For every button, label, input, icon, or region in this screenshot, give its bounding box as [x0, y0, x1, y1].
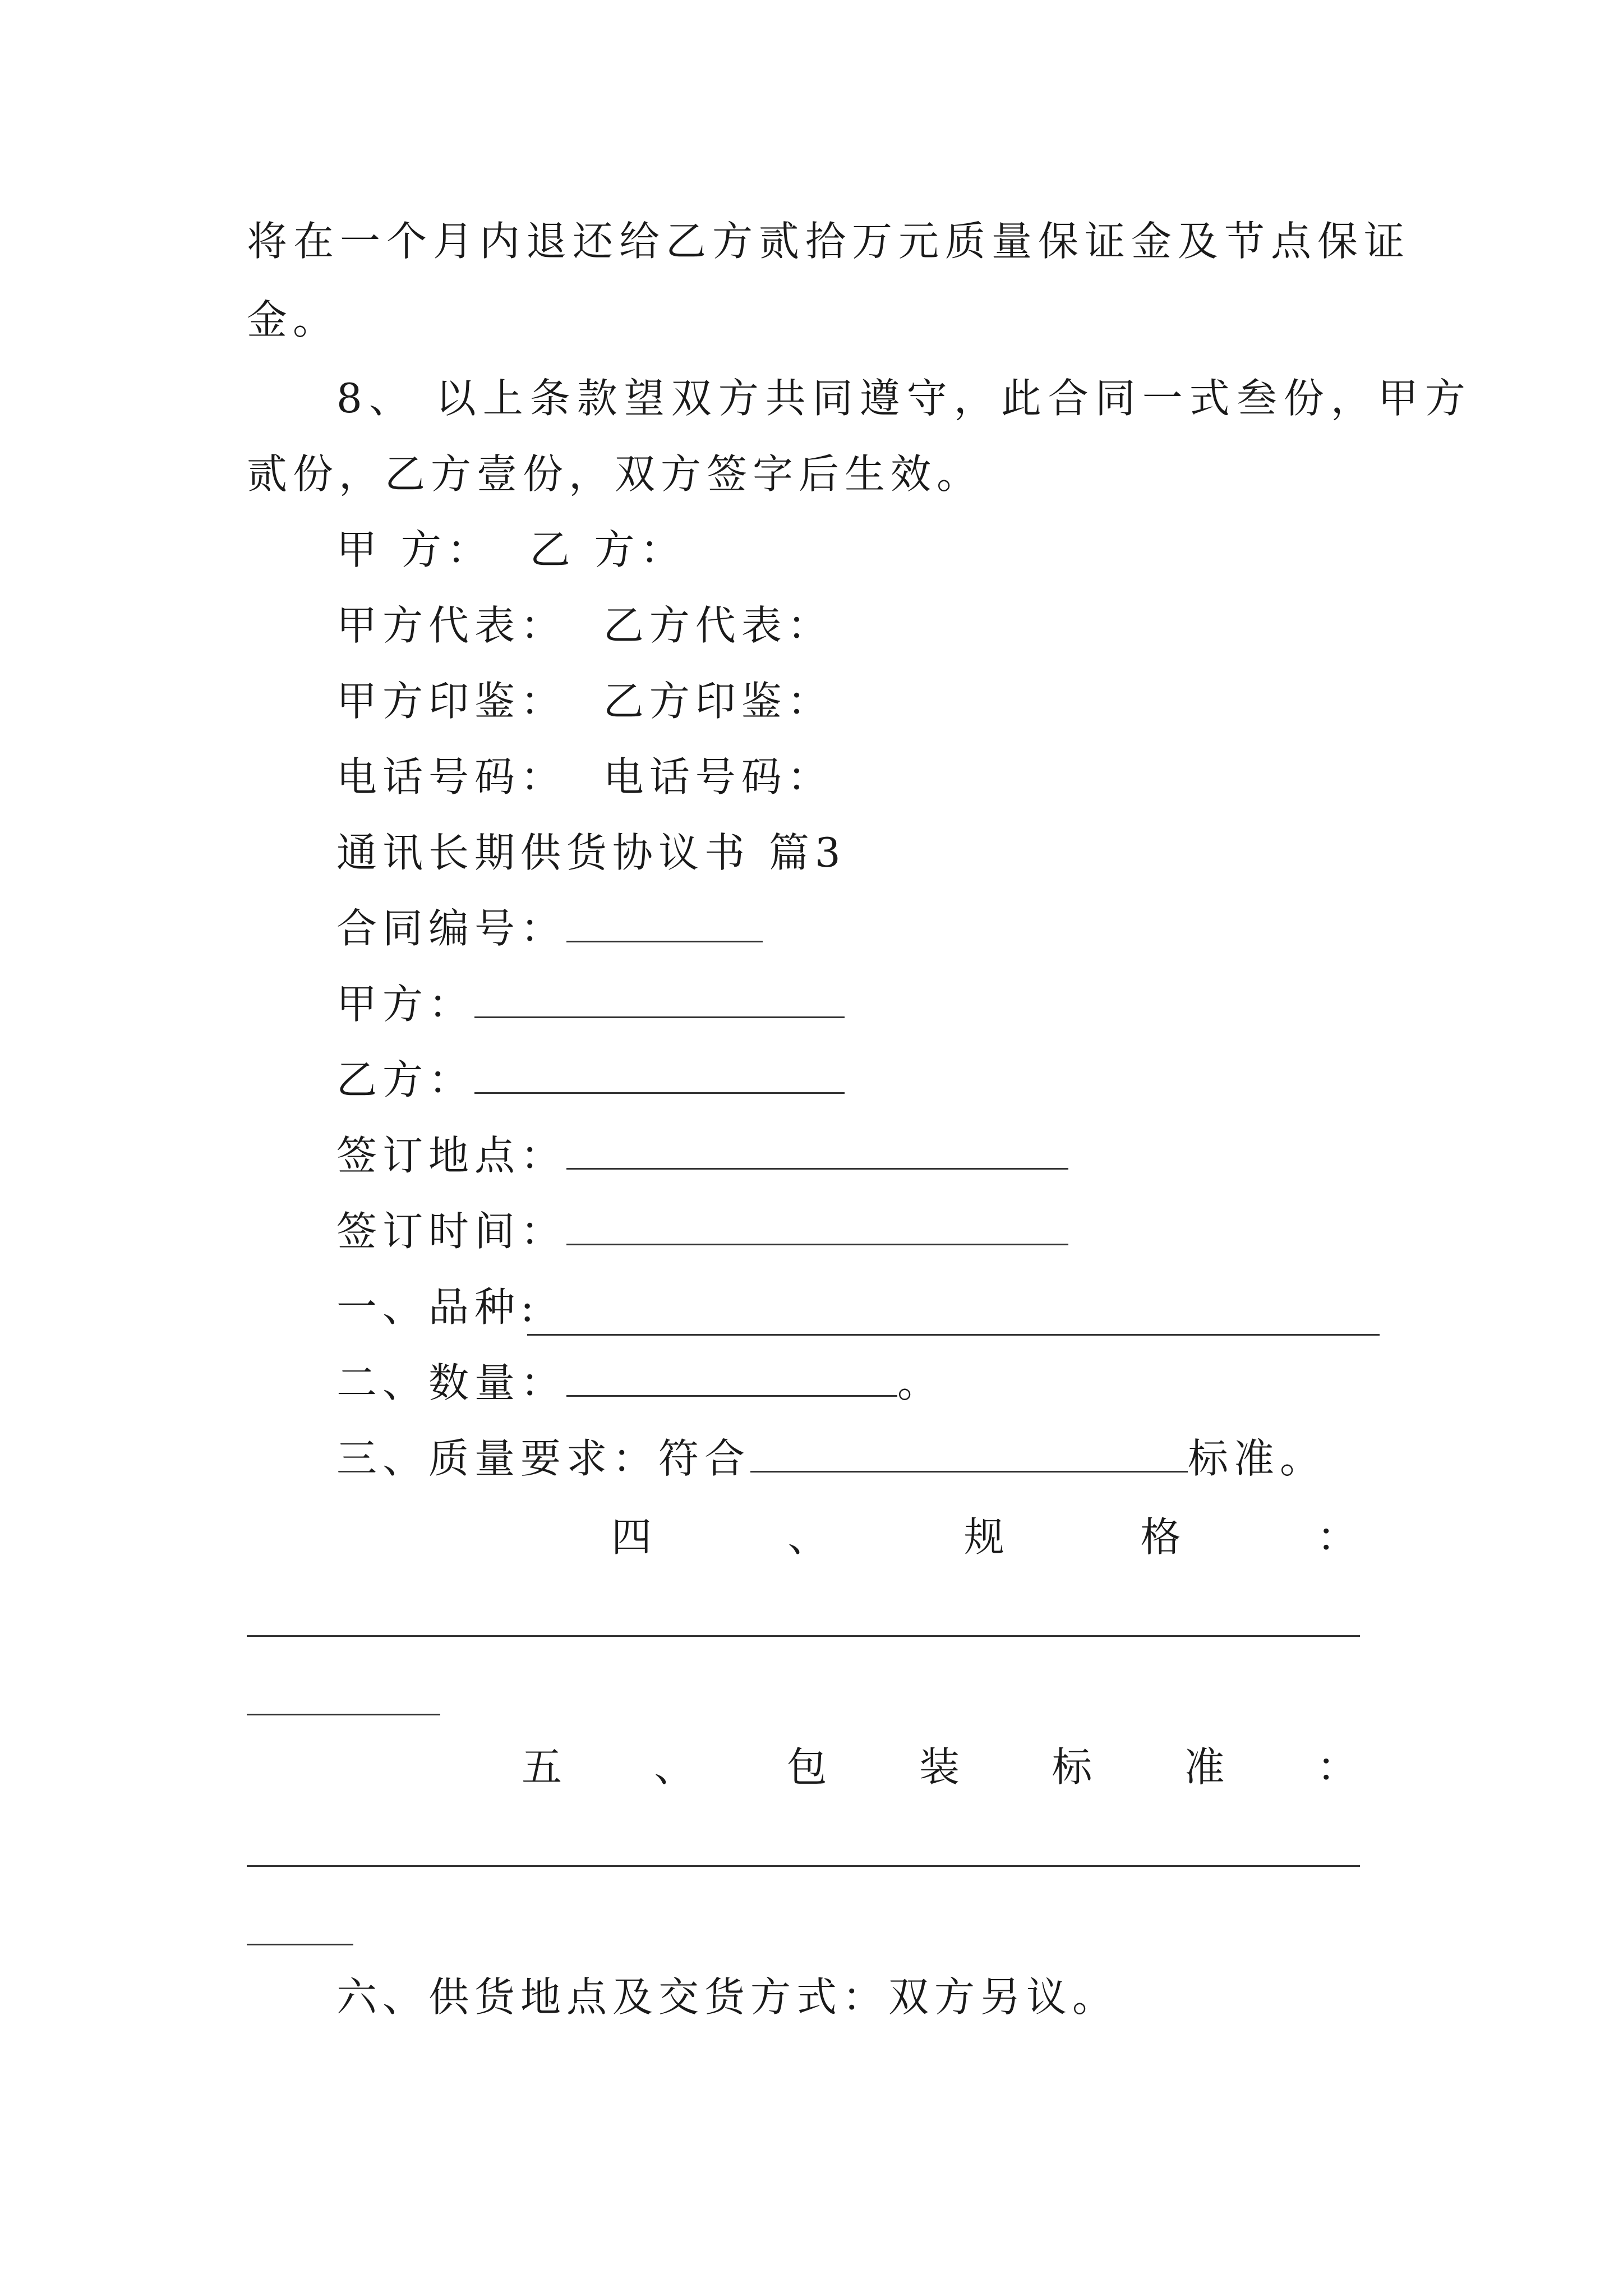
clause-end: 。 — [897, 1359, 944, 1406]
blank-line — [474, 981, 845, 1018]
field-label: 乙方： — [336, 1056, 475, 1103]
blank-line — [566, 1359, 897, 1397]
clause-spec — [611, 1509, 1357, 1565]
paragraph-text: 将在一个月内退还给乙方贰拾万元质量保证金及节点保证 — [247, 218, 1411, 265]
clause-quantity — [336, 1355, 943, 1411]
blank-line — [247, 1714, 440, 1715]
clause-suffix: 标准。 — [1188, 1435, 1326, 1482]
field-label: 签订时间： — [336, 1208, 567, 1255]
blank-line — [247, 1865, 1360, 1867]
blank-line — [566, 905, 763, 942]
section-title: 通讯长期供货协议书 篇3 — [336, 829, 846, 876]
clause-packaging — [522, 1739, 1357, 1795]
blank-line — [527, 1334, 1380, 1336]
clause-label: 三、质量要求：符合 — [336, 1435, 751, 1482]
packaging-char: 准 — [1184, 1743, 1225, 1791]
packaging-char: ： — [1316, 1743, 1357, 1791]
signature-seals: 甲方印鉴： 乙方印鉴： — [336, 678, 833, 725]
sign-time-field — [336, 1203, 1068, 1259]
spec-char: 格 — [1140, 1513, 1181, 1561]
blank-line — [247, 1944, 353, 1945]
clause-delivery: 六、供货地点及交货方式：双方另议。 — [336, 1973, 1119, 2021]
blank-line — [750, 1435, 1188, 1473]
signature-phones: 电话号码： 电话号码： — [336, 753, 833, 800]
clause-label: 一、品种: — [336, 1283, 540, 1331]
party-a-field — [336, 976, 845, 1032]
spec-char: ： — [1316, 1513, 1357, 1561]
clause-variety — [336, 1279, 540, 1335]
field-label: 合同编号： — [336, 905, 567, 952]
blank-line — [566, 1208, 1068, 1245]
field-label: 签订地点： — [336, 1132, 567, 1179]
paragraph-text: 金。 — [247, 296, 339, 343]
spec-char: 、 — [787, 1513, 828, 1561]
clause-quality — [336, 1430, 1326, 1487]
clause-label: 二、数量： — [336, 1359, 567, 1406]
packaging-char: 装 — [919, 1743, 960, 1791]
signature-parties: 甲 方： 乙 方： — [336, 526, 686, 573]
spec-char: 四 — [611, 1513, 652, 1561]
packaging-char: 、 — [654, 1743, 695, 1791]
blank-line — [247, 1635, 1360, 1637]
contract-number-field — [336, 900, 763, 956]
packaging-char: 包 — [786, 1743, 827, 1791]
paragraph-text: 8、 以上条款望双方共同遵守，此合同一式叁份，甲方 — [336, 375, 1472, 422]
paragraph-text: 贰份，乙方壹份，双方签字后生效。 — [247, 450, 983, 498]
packaging-char: 五 — [522, 1743, 562, 1791]
party-b-field — [336, 1052, 845, 1108]
packaging-char: 标 — [1052, 1743, 1092, 1791]
blank-line — [474, 1056, 845, 1094]
sign-place-field — [336, 1128, 1068, 1184]
field-label: 甲方： — [336, 981, 475, 1028]
spec-char: 规 — [963, 1513, 1004, 1561]
blank-line — [566, 1132, 1068, 1170]
signature-representatives: 甲方代表： 乙方代表： — [336, 602, 833, 649]
